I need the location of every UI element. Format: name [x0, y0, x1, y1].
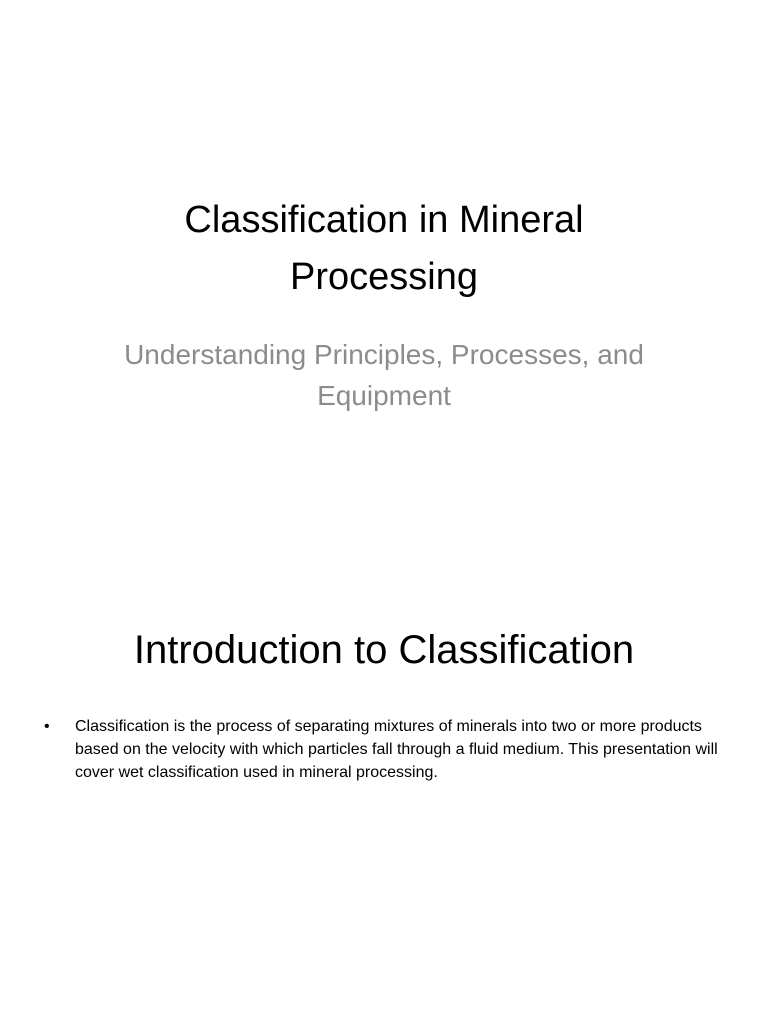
bullet-dot-icon: •: [44, 718, 50, 735]
content-slide: [0, 512, 768, 1024]
slide-title: Introduction to Classification: [133, 628, 635, 672]
slide-title: Classification in Mineral Processing: [184, 199, 584, 298]
slide-subtitle: Understanding Principles, Processes, and Equipment: [124, 339, 644, 411]
bullet-list: [40, 715, 720, 784]
bullet-text: Classification is the process of separating mixtures of minerals into two or more products based on the velocity with which particles fall through a fluid medium. This presentation will cover wet classification used in mineral processing.: [75, 718, 718, 781]
bullet-item: [40, 715, 720, 784]
